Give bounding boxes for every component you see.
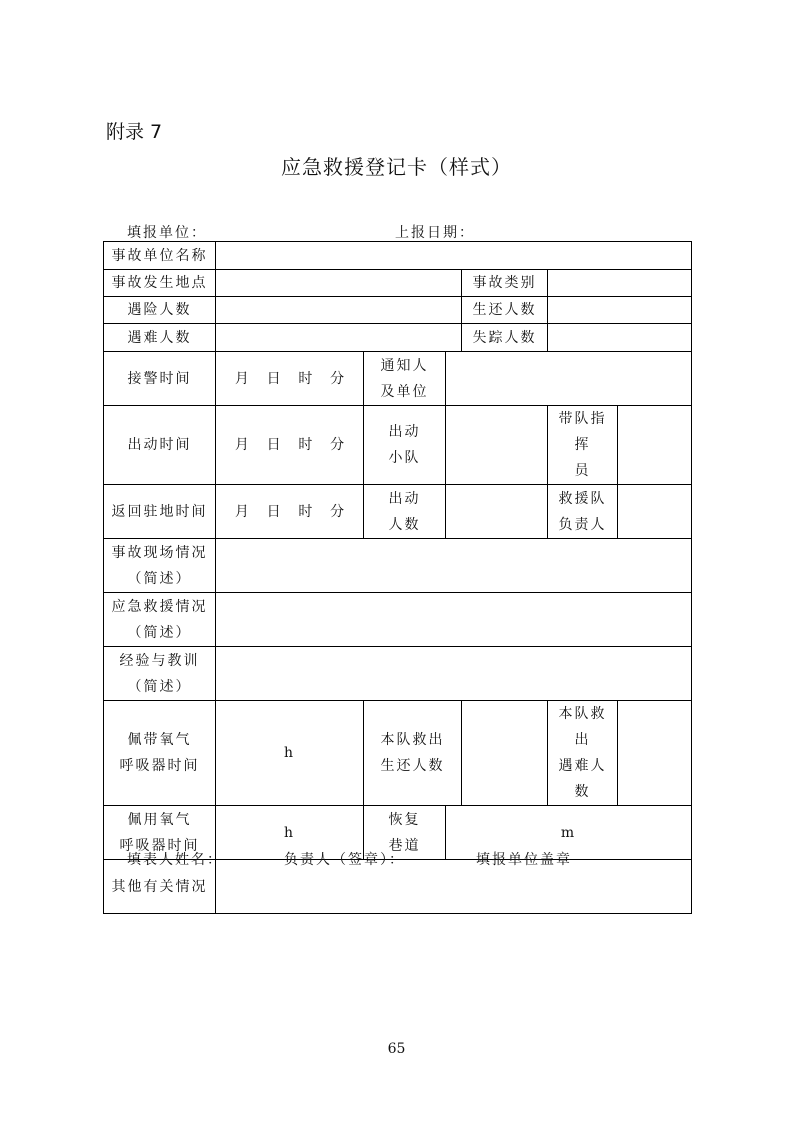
leader-label-line-1: 带队指挥 [558,411,607,453]
alarm-time-field[interactable] [216,352,364,406]
hour-unit: h [283,745,296,761]
minute-label: 分 [330,370,345,387]
scene-label-line-1: 事故现场情况 [111,544,208,561]
rescued-dead-label-line-2: 遇难人数 [558,758,607,800]
lessons-label [104,647,216,701]
rescue-label-line-1: 应急救援情况 [111,598,208,615]
scene-label-line-2: （简述） [127,570,192,587]
lessons-field[interactable] [216,647,692,701]
rescued-alive-label-line-1: 本队救出 [380,732,445,748]
restore-tunnel-label-line-2: 巷道 [388,837,421,854]
dispatch-count-field[interactable] [446,485,548,539]
rescue-label-line-2: （简述） [127,624,192,641]
notifier-label-line-2: 及单位 [380,383,429,400]
filler-name-label: 填表人姓名： [127,852,223,868]
team-head-label-line-2: 负责人 [558,516,607,533]
team-label-line-2: 小队 [388,450,421,466]
lessons-label-line-1: 经验与教训 [119,652,200,669]
breathing-wear-label-line-2: 呼吸器时间 [119,758,200,774]
hour-label: 时 [298,437,313,453]
persons-killed-field[interactable] [216,324,462,352]
breathing-wear-field[interactable] [216,701,364,806]
lessons-label-line-2: （简述） [127,678,192,695]
rescue-field[interactable] [216,593,692,647]
leader-label-line-2: 员 [574,463,591,479]
row-accident-location [104,270,692,297]
breathing-use-label-line-1: 佩用氧气 [127,811,192,828]
accident-location-field[interactable] [216,270,462,297]
rescued-dead-field[interactable] [618,701,692,806]
team-label [364,406,446,485]
dispatch-time-field[interactable] [216,406,364,485]
day-label: 日 [266,370,281,387]
rescued-alive-label-line-2: 生还人数 [380,758,445,774]
rescue-label [104,593,216,647]
appendix-label: 附录 7 [106,121,163,143]
team-head-field[interactable] [618,485,692,539]
leader-field[interactable] [618,406,692,485]
dispatch-time-label: 出动时间 [104,406,216,485]
dispatch-count-label-line-1: 出动 [388,490,421,507]
breathing-use-label-line-2: 呼吸器时间 [119,837,200,854]
return-time-field[interactable] [216,485,364,539]
persons-endangered-label: 遇险人数 [104,297,216,324]
scene-field[interactable] [216,539,692,593]
month-label: 月 [234,437,249,453]
row-dispatch-time [104,406,692,485]
rescue-registration-table [103,241,692,914]
minute-label: 分 [330,437,345,453]
team-head-label-line-1: 救援队 [558,490,607,507]
row-alarm-time [104,352,692,406]
notifier-label [364,352,446,406]
breathing-wear-label [104,701,216,806]
dispatch-count-label [364,485,446,539]
team-label-line-1: 出动 [388,424,421,440]
accident-location-label: 事故发生地点 [104,270,216,297]
hour-label: 时 [298,370,313,387]
notifier-field[interactable] [446,352,692,406]
rescued-dead-label-line-1: 本队救出 [558,706,607,748]
rescued-dead-label [548,701,618,806]
alarm-time-label: 接警时间 [104,352,216,406]
meter-unit: m [560,824,577,841]
responsible-signature-label: 负责人（签章）： [284,852,405,868]
dispatch-count-label-line-2: 人数 [388,516,421,533]
scene-label [104,539,216,593]
day-label: 日 [266,503,281,520]
persons-endangered-field[interactable] [216,297,462,324]
row-lessons [104,647,692,701]
accident-type-field[interactable] [548,270,692,297]
breathing-wear-label-line-1: 佩带氧气 [127,732,192,748]
survivors-label: 生还人数 [462,297,548,324]
row-endangered [104,297,692,324]
report-date-label: 上报日期： [395,225,475,241]
rescued-alive-label [364,701,462,806]
accident-type-label: 事故类别 [462,270,548,297]
accident-unit-name-field[interactable] [216,242,692,270]
accident-unit-name-label: 事故单位名称 [104,242,216,270]
page-number: 65 [387,1041,406,1057]
row-killed [104,324,692,352]
month-label: 月 [234,503,249,520]
survivors-field[interactable] [548,297,692,324]
team-field[interactable] [446,406,548,485]
team-head-label [548,485,618,539]
leader-label [548,406,618,485]
return-time-label: 返回驻地时间 [104,485,216,539]
hour-unit: h [283,824,296,841]
form-title: 应急救援登记卡（样式） [281,155,512,179]
row-scene [104,539,692,593]
persons-missing-label: 失踪人数 [462,324,548,352]
fill-unit-label: 填报单位： [127,225,207,241]
minute-label: 分 [330,503,345,520]
row-rescue [104,593,692,647]
row-breathing-wear [104,701,692,806]
persons-missing-field[interactable] [548,324,692,352]
hour-label: 时 [298,503,313,520]
month-label: 月 [234,370,249,387]
restore-tunnel-label-line-1: 恢复 [388,811,421,828]
notifier-label-line-1: 通知人 [380,357,429,374]
persons-killed-label: 遇难人数 [104,324,216,352]
other-label: 其他有关情况 [104,860,216,914]
rescued-alive-field[interactable] [462,701,548,806]
unit-seal-label: 填报单位盖章 [476,852,572,868]
row-return-time [104,485,692,539]
row-accident-unit [104,242,692,270]
day-label: 日 [266,437,281,453]
